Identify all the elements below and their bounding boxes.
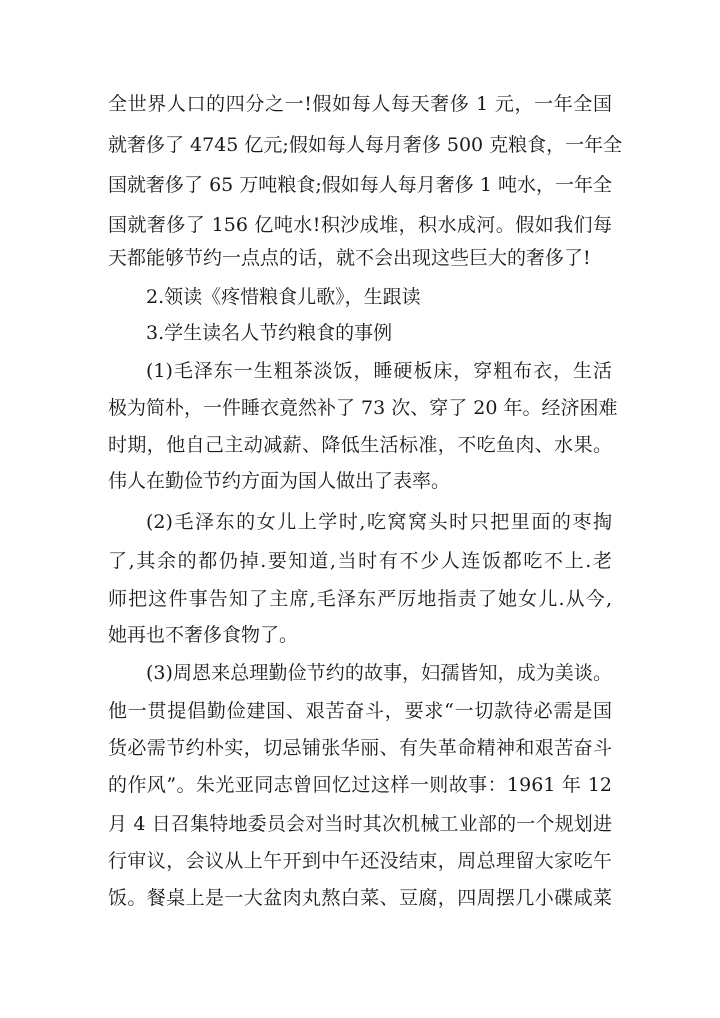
paragraph-line: 行审议，会议从上午开到中午还没结束，周总理留大家吃午 — [108, 850, 612, 872]
paragraph-line: 伟人在勤俭节约方面为国人做出了表率。 — [108, 470, 451, 492]
paragraph-line: 时期，他自己主动减薪、降低生活标准，不吃鱼肉、水果。 — [108, 434, 612, 456]
paragraph-line: (3)周恩来总理勤俭节约的故事，妇孺皆知，成为美谈。 — [146, 662, 612, 684]
paragraph-line: 他一贯提倡勤俭建国、艰苦奋斗，要求“一切款待必需是国 — [108, 700, 612, 722]
paragraph-line: 天都能够节约一点点的话，就不会出现这些巨大的奢侈了! — [108, 247, 591, 269]
paragraph-line: 饭。餐桌上是一大盆肉丸熬白菜、豆腐，四周摆几小碟咸菜 — [108, 887, 612, 909]
paragraph-line: 货必需节约朴实，切忌铺张华丽、有失革命精神和艰苦奋斗 — [108, 737, 612, 759]
paragraph-line: 国就奢侈了 65 万吨粮食;假如每人每月奢侈 1 吨水，一年全 — [108, 174, 612, 196]
paragraph-line: 极为简朴，一件睡衣竟然补了 73 次、穿了 20 年。经济困难 — [108, 397, 618, 419]
paragraph-line: 全世界人口的四分之一!假如每人每天奢侈 1 元，一年全国 — [108, 93, 612, 115]
paragraph-line: (1)毛泽东一生粗茶淡饭，睡硬板床，穿粗布衣，生活 — [146, 360, 612, 382]
list-item-heading: 3.学生读名人节约粮食的事例 — [146, 322, 393, 344]
paragraph-line: 了,其余的都仍掉.要知道,当时有不少人连饭都吃不上.老 — [108, 550, 612, 572]
list-item-heading: 2.领读《疼惜粮食儿歌》，生跟读 — [146, 286, 421, 308]
paragraph-line: 月 4 日召集特地委员会对当时其次机械工业部的一个规划进 — [108, 813, 612, 835]
paragraph-line: 就奢侈了 4745 亿元;假如每人每月奢侈 500 克粮食，一年全 — [108, 134, 623, 156]
paragraph-line: 的作风”。朱光亚同志曾回忆过这样一则故事：1961 年 12 — [108, 774, 612, 796]
paragraph-line: 她再也不奢侈食物了。 — [108, 624, 299, 646]
paragraph-line: 国就奢侈了 156 亿吨水!积沙成堆，积水成河。假如我们每 — [108, 214, 612, 236]
paragraph-line: 师把这件事告知了主席,毛泽东严厉地指责了她女儿.从今, — [108, 588, 612, 610]
paragraph-line: (2)毛泽东的女儿上学时,吃窝窝头时只把里面的枣掏 — [146, 511, 612, 533]
